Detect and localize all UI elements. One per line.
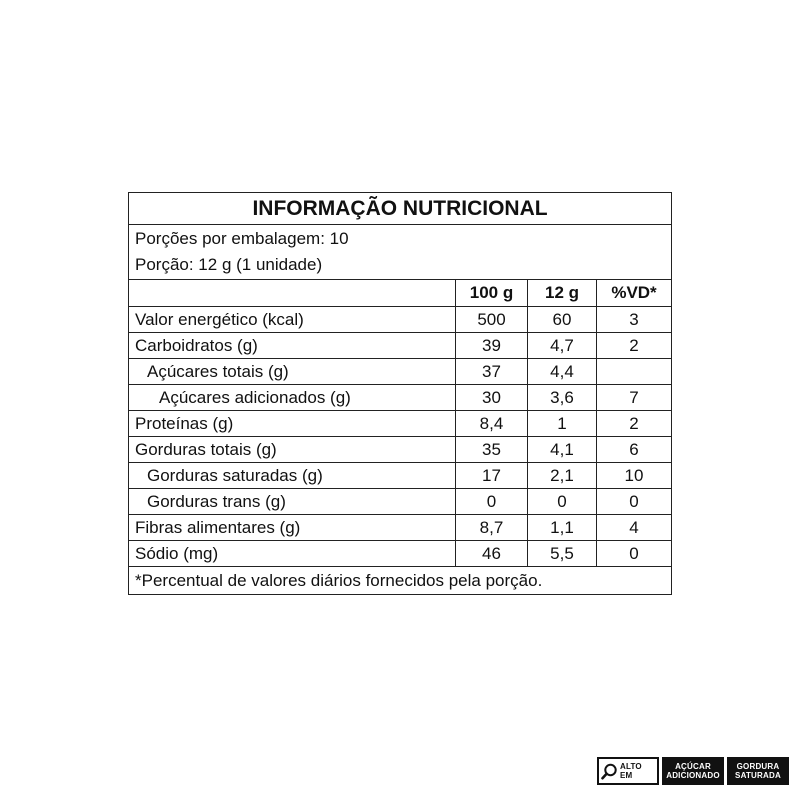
value-vd: 2 [597, 333, 672, 359]
table-row [129, 515, 672, 541]
nutrient-name: Gorduras saturadas (g) [129, 463, 456, 489]
column-header-vd: %VD* [597, 280, 672, 307]
value-per-serving: 4,4 [528, 359, 597, 385]
high-in-text: ALTO EM [620, 762, 642, 780]
servings-per-package: Porções por embalagem: 10 [135, 229, 349, 248]
saturated-fat-badge [727, 757, 789, 785]
value-per-100g: 8,4 [456, 411, 528, 437]
value-per-serving: 4,7 [528, 333, 597, 359]
value-per-100g: 39 [456, 333, 528, 359]
column-header-100g: 100 g [456, 280, 528, 307]
saturated-fat-line1: GORDURA [736, 762, 780, 771]
table-row [129, 437, 672, 463]
nutrient-name: Carboidratos (g) [129, 333, 456, 359]
value-per-serving: 4,1 [528, 437, 597, 463]
nutrient-name: Proteínas (g) [129, 411, 456, 437]
value-per-100g: 500 [456, 307, 528, 333]
value-per-serving: 2,1 [528, 463, 597, 489]
value-per-serving: 5,5 [528, 541, 597, 567]
serving-size: Porção: 12 g (1 unidade) [135, 255, 323, 274]
added-sugar-line2: ADICIONADO [666, 771, 720, 780]
nutrient-name: Valor energético (kcal) [129, 307, 456, 333]
serving-info [129, 225, 672, 280]
value-per-serving: 60 [528, 307, 597, 333]
title-row [129, 193, 672, 225]
nutrient-name: Açúcares totais (g) [129, 359, 456, 385]
footnote-row [129, 567, 672, 595]
footnote: *Percentual de valores diários fornecidos pela porção. [129, 567, 672, 595]
value-vd: 2 [597, 411, 672, 437]
value-per-100g: 46 [456, 541, 528, 567]
saturated-fat-line2: SATURADA [735, 771, 781, 780]
value-per-100g: 30 [456, 385, 528, 411]
value-per-serving: 3,6 [528, 385, 597, 411]
value-per-100g: 8,7 [456, 515, 528, 541]
table-row [129, 411, 672, 437]
value-per-serving: 1,1 [528, 515, 597, 541]
nutrient-name: Açúcares adicionados (g) [129, 385, 456, 411]
high-in-badge [597, 757, 659, 785]
value-vd: 3 [597, 307, 672, 333]
added-sugar-line1: AÇÚCAR [675, 762, 711, 771]
column-header-blank [129, 280, 456, 307]
table-row [129, 489, 672, 515]
value-per-100g: 35 [456, 437, 528, 463]
value-vd: 10 [597, 463, 672, 489]
value-vd: 7 [597, 385, 672, 411]
value-per-100g: 17 [456, 463, 528, 489]
column-header-row [129, 280, 672, 307]
table-row [129, 359, 672, 385]
nutrient-name: Gorduras totais (g) [129, 437, 456, 463]
serving-info-row [129, 225, 672, 280]
value-vd: 6 [597, 437, 672, 463]
table-title: INFORMAÇÃO NUTRICIONAL [129, 193, 672, 225]
value-per-100g: 0 [456, 489, 528, 515]
magnifier-icon [601, 763, 618, 780]
nutrient-name: Sódio (mg) [129, 541, 456, 567]
table-row [129, 333, 672, 359]
table-row [129, 307, 672, 333]
nutrient-name: Fibras alimentares (g) [129, 515, 456, 541]
table-row [129, 463, 672, 489]
table-row [129, 541, 672, 567]
value-vd: 0 [597, 489, 672, 515]
table-row [129, 385, 672, 411]
value-vd [597, 359, 672, 385]
value-vd: 0 [597, 541, 672, 567]
value-per-serving: 1 [528, 411, 597, 437]
value-per-serving: 0 [528, 489, 597, 515]
added-sugar-badge [662, 757, 724, 785]
value-vd: 4 [597, 515, 672, 541]
nutrition-facts-table [128, 192, 672, 595]
nutrient-name: Gorduras trans (g) [129, 489, 456, 515]
front-of-pack-label [597, 757, 789, 785]
column-header-serving: 12 g [528, 280, 597, 307]
value-per-100g: 37 [456, 359, 528, 385]
